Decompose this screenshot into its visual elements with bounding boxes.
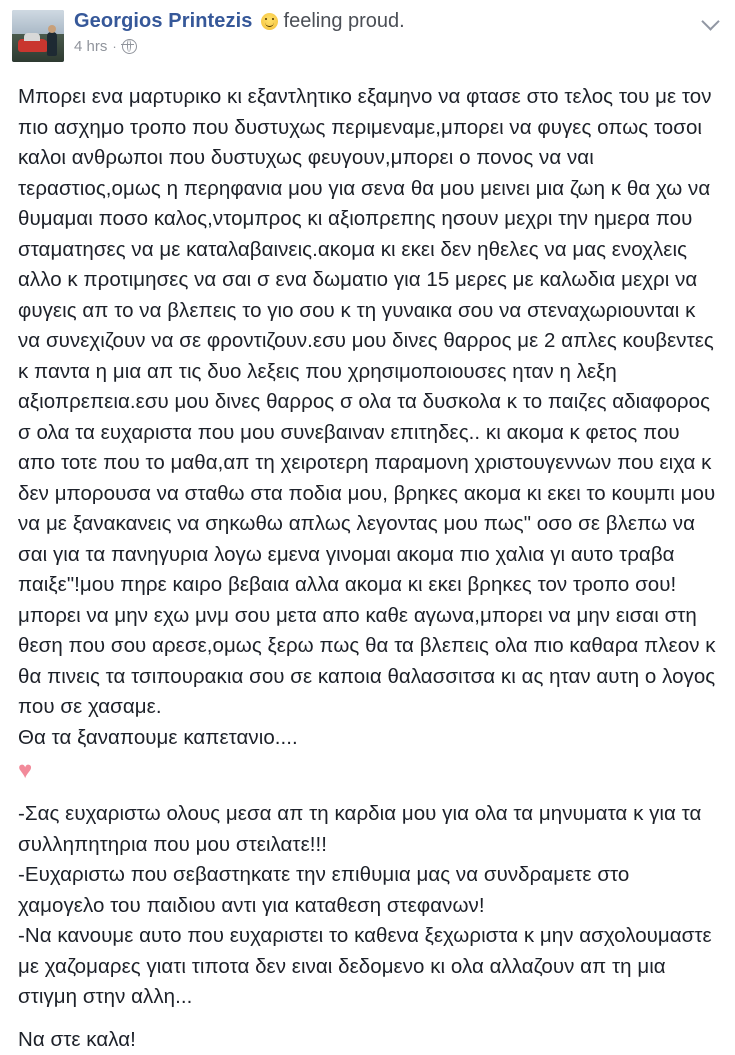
chevron-down-icon[interactable] [701, 12, 723, 30]
post-paragraph: -Ευχαριστω που σεβαστηκατε την επιθυμια μας να συνδραμετε στο χαμογελο του παιδιου αντι για καταθεση στεφανων! [18, 860, 721, 921]
avatar[interactable] [12, 10, 64, 62]
post-paragraph: Θα τα ξαναπουμε καπετανιο.... [18, 723, 721, 754]
heart-emoji: ♥ [18, 755, 721, 787]
post-paragraph: -Σας ευχαριστω ολους μεσα απ τη καρδια μου για ολα τα μηνυματα κ για τα συλληπητηρια που μου στειλατε!!! [18, 799, 721, 860]
meta-separator: · [112, 39, 116, 54]
feeling-text: feeling proud. [284, 10, 405, 32]
author-name[interactable]: Georgios Printezis [74, 10, 253, 32]
avatar-person [47, 32, 57, 56]
post-header [0, 0, 735, 62]
avatar-car [18, 39, 48, 52]
post-header-text [74, 6, 725, 55]
post-paragraph: -Να κανουμε αυτο που ευχαριστει το καθενα ξεχωριστα κ μην ασχολουμαστε με χαζομαρες γιατι τιποτα δεν ειναι δεδομενο κι ολα αλλαζουν απ τη μια στιγμη στην αλλη... [18, 921, 721, 1013]
paragraph-spacer [18, 791, 721, 799]
post-meta [74, 38, 725, 55]
post-paragraph: Μπορει ενα μαρτυρικο κι εξαντλητικο εξαμηνο να φτασε στο τελος του με τον πιο ασχημο τροπο που δυστυχως περιμεναμε,μπορει να φυγες οπως τοσοι καλοι ανθρωποι που δυστυχως φευγουν,μπορει ο πονος να ναι τεραστιος,ομως η περηφανια μου για σενα θα μου μεινει μια ζωη κ θα χω να θυμαμαι ποσο καλος,ντομπρος κι αξιοπρεπης ησουν μεχρι την ημερα που σταματησες να με καταλαβαινεις.ακομα κι εκει δεν ηθελες να μας ενοχλεις αλλο κ προτιμησες να σαι σ ενα δωματιο για 15 μερες με καλωδια μεχρι να φυγεις απ το να βλεπεις το γιο σου κ τη γυναικα σου να στεναχωριουνται κ να συνεχιζουν να σε φροντιζουν.εσυ μου δινες θαρρος με 2 απλες κουβεντες κ παντα η μια απ τις δυο λεξεις που χρησιμοποιουσες ηταν η λεξη αξιοπρεπεια.εσυ μου δινες θαρρος σ ολα τα δυσκολα κ το παιζες αδιαφορος σ ολα τα ευχαριστα που μου συνεβαιναν επιτηδες.. κι ακομα κ φετος που απο τοτε που το μαθα,απ τη χειροτερη παραμονη χριστουγεννων που ειχα κ δεν μπορουσα να σταθω στα ποδια μου, βρηκες ακομα κι εκει το κουμπι μου να με ξανακανεις να σηκωθω απλως λεγοντας μου πως" οσο σε βλεπω να σαι για τα πανηγυρια λογω εμενα γινομαι ακομα πιο χαλια γι αυτο τραβα παιξε"!μου πηρε καιρο βεβαια αλλα ακομα κι εκει βρηκες τον τροπο σου! [18, 82, 721, 601]
post-body [0, 62, 735, 1055]
avatar-background [12, 10, 64, 34]
post-paragraph: μπορει να μην εχω μνμ σου μετα απο καθε αγωνα,μπορει να μην εισαι στη θεση που σου αρεσε,ομως ξερω πως θα τα βλεπεις ολα πιο καθαρα πλεον κ θα πινεις τα τσιπουρακια σου σε καποια θαλασσιτσα κι ας ηταν αυτη ο λογος που σε χασαμε. [18, 601, 721, 723]
globe-icon[interactable] [122, 39, 137, 54]
paragraph-spacer [18, 1013, 721, 1025]
smiling-face-emoji [261, 13, 278, 30]
timestamp[interactable]: 4 hrs [74, 38, 107, 55]
author-line [74, 10, 725, 32]
post-paragraph: Να στε καλα! [18, 1025, 721, 1055]
